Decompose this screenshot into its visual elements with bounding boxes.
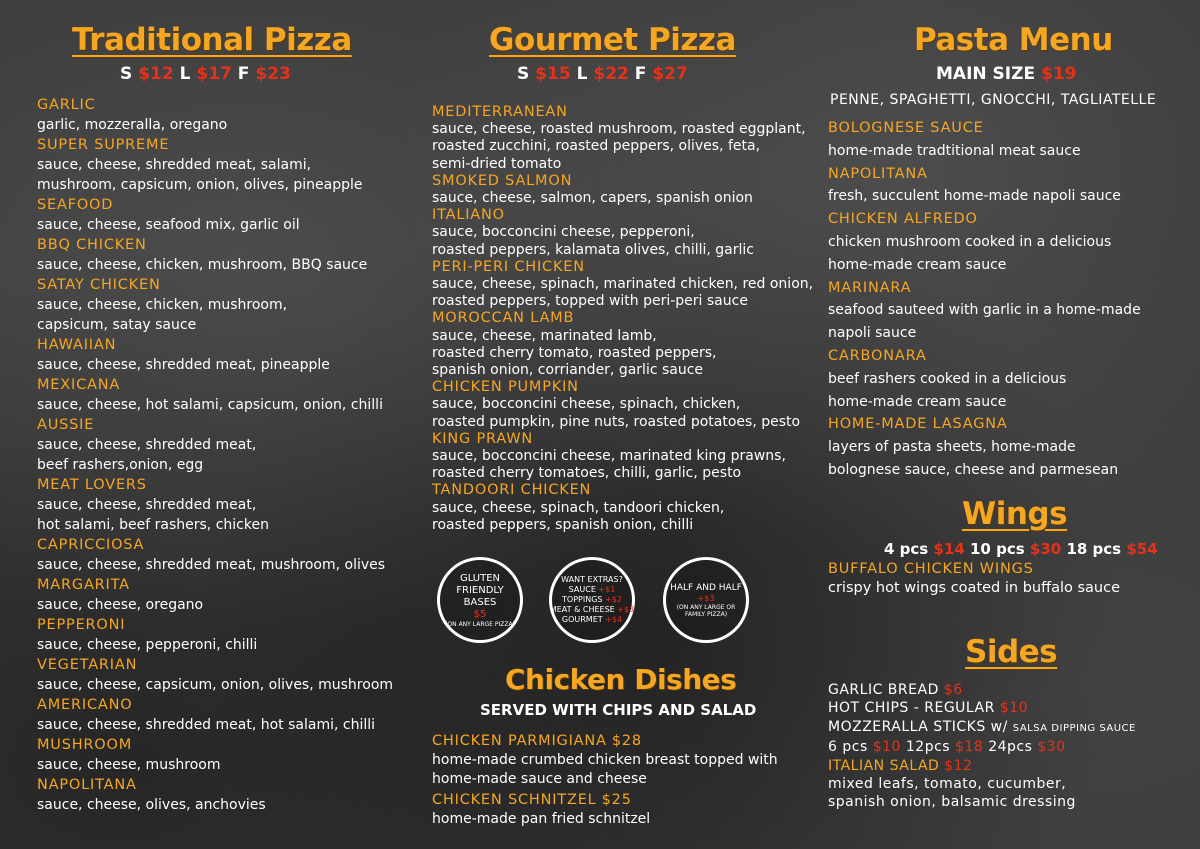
item-name: CHICKEN PUMPKIN <box>432 379 579 396</box>
extras-row <box>562 595 622 605</box>
item-desc: sauce, cheese, chicken, mushroom, <box>37 297 288 313</box>
item-name: MEXICANA <box>37 377 121 393</box>
wings-size-price: $30 <box>1029 540 1062 558</box>
wings-size-price: $14 <box>933 540 965 558</box>
pasta-list <box>828 117 1141 482</box>
side-size-price: $10 <box>872 739 901 756</box>
item-name: SMOKED SALMON <box>432 172 573 189</box>
traditional-pizza-title: Traditional Pizza <box>72 22 352 58</box>
side-item <box>828 681 1136 699</box>
size-price: $23 <box>255 64 291 84</box>
item-name: SATAY CHICKEN <box>37 277 161 293</box>
item-desc: roasted zucchini, roasted peppers, olives, feta, <box>432 138 761 155</box>
item-desc: home-made crumbed chicken breast topped with <box>432 752 778 768</box>
half-note: (ON ANY LARGE OR <box>676 604 736 611</box>
item-name: GARLIC <box>37 97 96 113</box>
pasta-types: PENNE, SPAGHETTI, GNOCCHI, TAGLIATELLE <box>830 92 1157 108</box>
extras-label: MEAT & CHEESE <box>549 605 615 614</box>
chicken-dishes-subtitle: SERVED WITH CHIPS AND SALAD <box>480 701 757 719</box>
item-name: AUSSIE <box>37 417 95 433</box>
chicken-dishes-list <box>432 730 778 829</box>
item-desc: sauce, cheese, shredded meat, salami, <box>37 157 312 173</box>
half-and-half-badge <box>663 557 749 643</box>
extras-row <box>562 615 622 625</box>
gluten-friendly-badge <box>437 557 523 643</box>
pasta-main-size <box>936 64 1076 84</box>
item-desc: home-made tradtitional meat sauce <box>828 142 1081 159</box>
side-suffix: SALSA DIPPING SAUCE <box>1012 722 1136 734</box>
chicken-dishes-title: Chicken Dishes <box>505 663 737 696</box>
wings-size-label: 10 pcs <box>970 540 1025 558</box>
extras-price: +$1 <box>598 585 616 594</box>
item-name: MUSHROOM <box>37 737 133 753</box>
item-desc: roasted peppers, spanish onion, chilli <box>432 516 694 533</box>
item-desc: fresh, succulent home-made napoli sauce <box>828 188 1121 205</box>
item-name: PERI-PERI CHICKEN <box>432 258 585 275</box>
item-desc: roasted pumpkin, pine nuts, roasted potatoes, pesto <box>432 413 801 430</box>
item-desc: roasted peppers, kalamata olives, chilli, garlic <box>432 241 754 258</box>
wings-size-label: 18 pcs <box>1066 540 1122 558</box>
size-label: F <box>634 64 647 84</box>
side-size-price: $18 <box>955 739 984 756</box>
item-desc: hot salami, beef rashers, chicken <box>37 517 269 533</box>
side-size-label: 6 pcs <box>828 739 868 756</box>
extras-label: GOURMET <box>561 615 603 624</box>
wings-sizes <box>884 540 1158 558</box>
side-item <box>828 699 1136 717</box>
sides-list <box>828 681 1136 812</box>
side-label: GARLIC BREAD <box>828 682 939 698</box>
item-desc: sauce, bocconcini cheese, spinach, chicken, <box>432 396 741 413</box>
half-price: +$3 <box>697 594 715 603</box>
item-desc: home-made cream sauce <box>828 393 1007 410</box>
item-desc: sauce, cheese, chicken, mushroom, BBQ sauce <box>37 257 368 273</box>
item-name: CHICKEN ALFREDO <box>828 211 978 228</box>
wings-item-name: BUFFALO CHICKEN WINGS <box>828 561 1034 577</box>
item-desc: roasted peppers, topped with peri-peri sauce <box>432 293 748 310</box>
gluten-price: $5 <box>473 608 487 620</box>
item-name: ITALIANO <box>432 207 505 224</box>
item-desc: home-made pan fried schnitzel <box>432 811 651 827</box>
wings-size-price: $54 <box>1126 540 1158 558</box>
main-size-label: MAIN SIZE <box>936 64 1036 84</box>
pasta-menu-title: Pasta Menu <box>914 22 1113 58</box>
side-size-label: 12pcs <box>905 739 951 756</box>
item-name: TANDOORI CHICKEN <box>432 482 592 499</box>
item-desc: bolognese sauce, cheese and parmesean <box>828 461 1119 478</box>
side-desc: spanish onion, balsamic dressing <box>828 794 1076 811</box>
half-note: FAMILY PIZZA) <box>684 611 728 618</box>
item-desc: chicken mushroom cooked in a delicious <box>828 233 1112 250</box>
item-desc: sauce, cheese, shredded meat, mushroom, olives <box>37 557 386 573</box>
item-desc: sauce, cheese, spinach, marinated chicken, red onion, <box>432 276 814 293</box>
side-label: HOT CHIPS - REGULAR <box>828 700 995 717</box>
extras-row <box>550 605 634 615</box>
side-sizes <box>828 738 1136 756</box>
item-desc: layers of pasta sheets, home-made <box>828 439 1076 456</box>
item-desc: sauce, cheese, shredded meat, <box>37 497 257 513</box>
item-desc: sauce, bocconcini cheese, marinated king prawns, <box>432 448 786 465</box>
item-name: SUPER SUPREME <box>37 137 170 153</box>
item-name: MEAT LOVERS <box>37 477 147 493</box>
half-title: HALF AND HALF <box>670 583 742 593</box>
side-price: $12 <box>944 757 973 774</box>
item-price: $28 <box>611 733 642 749</box>
item-desc: beef rashers cooked in a delicious <box>828 370 1067 387</box>
item-name: BBQ CHICKEN <box>37 237 147 253</box>
item-name: PEPPERONI <box>37 617 126 633</box>
item-name: NAPOLITANA <box>37 777 137 793</box>
wings-title: Wings <box>962 496 1068 532</box>
item-desc: spanish onion, corriander, garlic sauce <box>432 362 704 379</box>
extras-price: +$3 <box>617 605 635 614</box>
size-label: S <box>120 64 133 84</box>
item-name: VEGETARIAN <box>37 657 138 673</box>
item-desc: sauce, cheese, shredded meat, <box>37 437 257 453</box>
side-desc: mixed leafs, tomato, cucumber, <box>828 776 1067 793</box>
item-desc: sauce, cheese, pepperoni, chilli <box>37 637 258 653</box>
item-desc: sauce, cheese, salmon, capers, spanish onion <box>432 190 753 207</box>
side-label: MOZZERALLA STICKS w/ <box>828 718 1008 735</box>
item-desc: mushroom, capsicum, onion, olives, pineapple <box>37 177 363 193</box>
item-name: MARINARA <box>828 279 912 296</box>
wings-item-desc: crispy hot wings coated in buffalo sauce <box>828 580 1120 596</box>
size-label: F <box>237 64 250 84</box>
item-name: HAWAIIAN <box>37 337 117 353</box>
item-desc: beef rashers,onion, egg <box>37 457 204 473</box>
item-name: BOLOGNESE SAUCE <box>828 120 984 136</box>
extras-badge <box>549 557 635 643</box>
item-desc: sauce, cheese, mushroom <box>37 757 221 773</box>
traditional-pizza-sizes <box>120 64 291 84</box>
size-price: $27 <box>652 64 688 84</box>
wings-size-label: 4 pcs <box>884 540 929 558</box>
item-name: AMERICANO <box>37 697 133 713</box>
main-size-price: $19 <box>1040 64 1077 84</box>
item-name: MARGARITA <box>37 577 130 593</box>
item-desc: sauce, cheese, marinated lamb, <box>432 327 657 344</box>
side-item <box>828 718 1136 738</box>
size-price: $12 <box>138 64 174 84</box>
item-name: NAPOLITANA <box>828 165 928 182</box>
extras-label: SAUCE <box>568 585 596 594</box>
item-desc: garlic, mozzeralla, oregano <box>37 117 228 133</box>
size-label: S <box>517 64 530 84</box>
gourmet-pizza-sizes <box>517 64 688 84</box>
item-desc: sauce, cheese, shredded meat, pineapple <box>37 357 330 373</box>
item-desc: sauce, cheese, hot salami, capsicum, onion, chilli <box>37 397 383 413</box>
item-desc: sauce, bocconcini cheese, pepperoni, <box>432 224 695 241</box>
gourmet-pizza-list <box>432 104 813 534</box>
sides-title: Sides <box>965 634 1058 670</box>
item-desc: sauce, cheese, capsicum, onion, olives, mushroom <box>37 677 394 693</box>
menu-item <box>432 730 778 751</box>
item-name: CHICKEN PARMIGIANA <box>432 733 607 749</box>
item-desc: semi-dried tomato <box>432 155 562 172</box>
gluten-line: BASES <box>463 596 497 608</box>
item-desc: capsicum, satay sauce <box>37 317 197 333</box>
menu-item <box>432 789 778 810</box>
item-desc: seafood sauteed with garlic in a home-made <box>828 302 1141 319</box>
item-desc: sauce, cheese, shredded meat, hot salami, chilli <box>37 717 376 733</box>
item-desc: sauce, cheese, olives, anchovies <box>37 797 266 813</box>
extras-label: TOPPINGS <box>562 595 603 604</box>
side-size-price: $30 <box>1037 739 1066 756</box>
side-price: $10 <box>999 700 1029 717</box>
item-desc: sauce, cheese, seafood mix, garlic oil <box>37 217 300 233</box>
item-desc: home-made sauce and cheese <box>432 771 647 787</box>
side-item <box>828 757 1136 775</box>
size-price: $17 <box>196 64 232 84</box>
item-name: SEAFOOD <box>37 197 114 213</box>
gluten-line: FRIENDLY <box>456 584 504 596</box>
size-label: L <box>576 64 588 84</box>
traditional-pizza-list <box>37 95 393 815</box>
gluten-note: (ON ANY LARGE PIZZA) <box>445 620 515 628</box>
item-desc: sauce, cheese, roasted mushroom, roasted eggplant, <box>432 121 806 138</box>
gourmet-pizza-title: Gourmet Pizza <box>489 22 736 58</box>
item-desc: home-made cream sauce <box>828 256 1007 273</box>
extras-title: WANT EXTRAS? <box>561 575 623 584</box>
item-desc: roasted cherry tomato, roasted peppers, <box>432 344 717 361</box>
item-desc: napoli sauce <box>828 325 917 342</box>
side-price: $6 <box>943 682 963 698</box>
item-price: $25 <box>601 792 632 808</box>
item-desc: roasted cherry tomatoes, chilli, garlic, pesto <box>432 465 742 482</box>
item-name: MEDITERRANEAN <box>432 104 568 120</box>
item-desc: sauce, cheese, oregano <box>37 597 204 613</box>
item-name: MOROCCAN LAMB <box>432 310 575 327</box>
side-size-label: 24pcs <box>988 739 1033 756</box>
item-name: CARBONARA <box>828 347 927 364</box>
size-label: L <box>179 64 191 84</box>
item-desc: sauce, cheese, spinach, tandoori chicken, <box>432 499 725 516</box>
item-name: CHICKEN SCHNITZEL <box>432 792 597 808</box>
item-name: HOME-MADE LASAGNA <box>828 416 1008 433</box>
size-price: $15 <box>535 64 571 84</box>
extras-price: +$4 <box>605 615 623 624</box>
item-name: KING PRAWN <box>432 430 534 447</box>
extras-row <box>569 585 616 595</box>
gluten-line: GLUTEN <box>459 572 501 584</box>
item-name: CAPRICCIOSA <box>37 537 145 553</box>
extras-price: +$2 <box>605 595 622 604</box>
size-price: $22 <box>593 64 629 84</box>
side-label: ITALIAN SALAD <box>828 757 940 774</box>
